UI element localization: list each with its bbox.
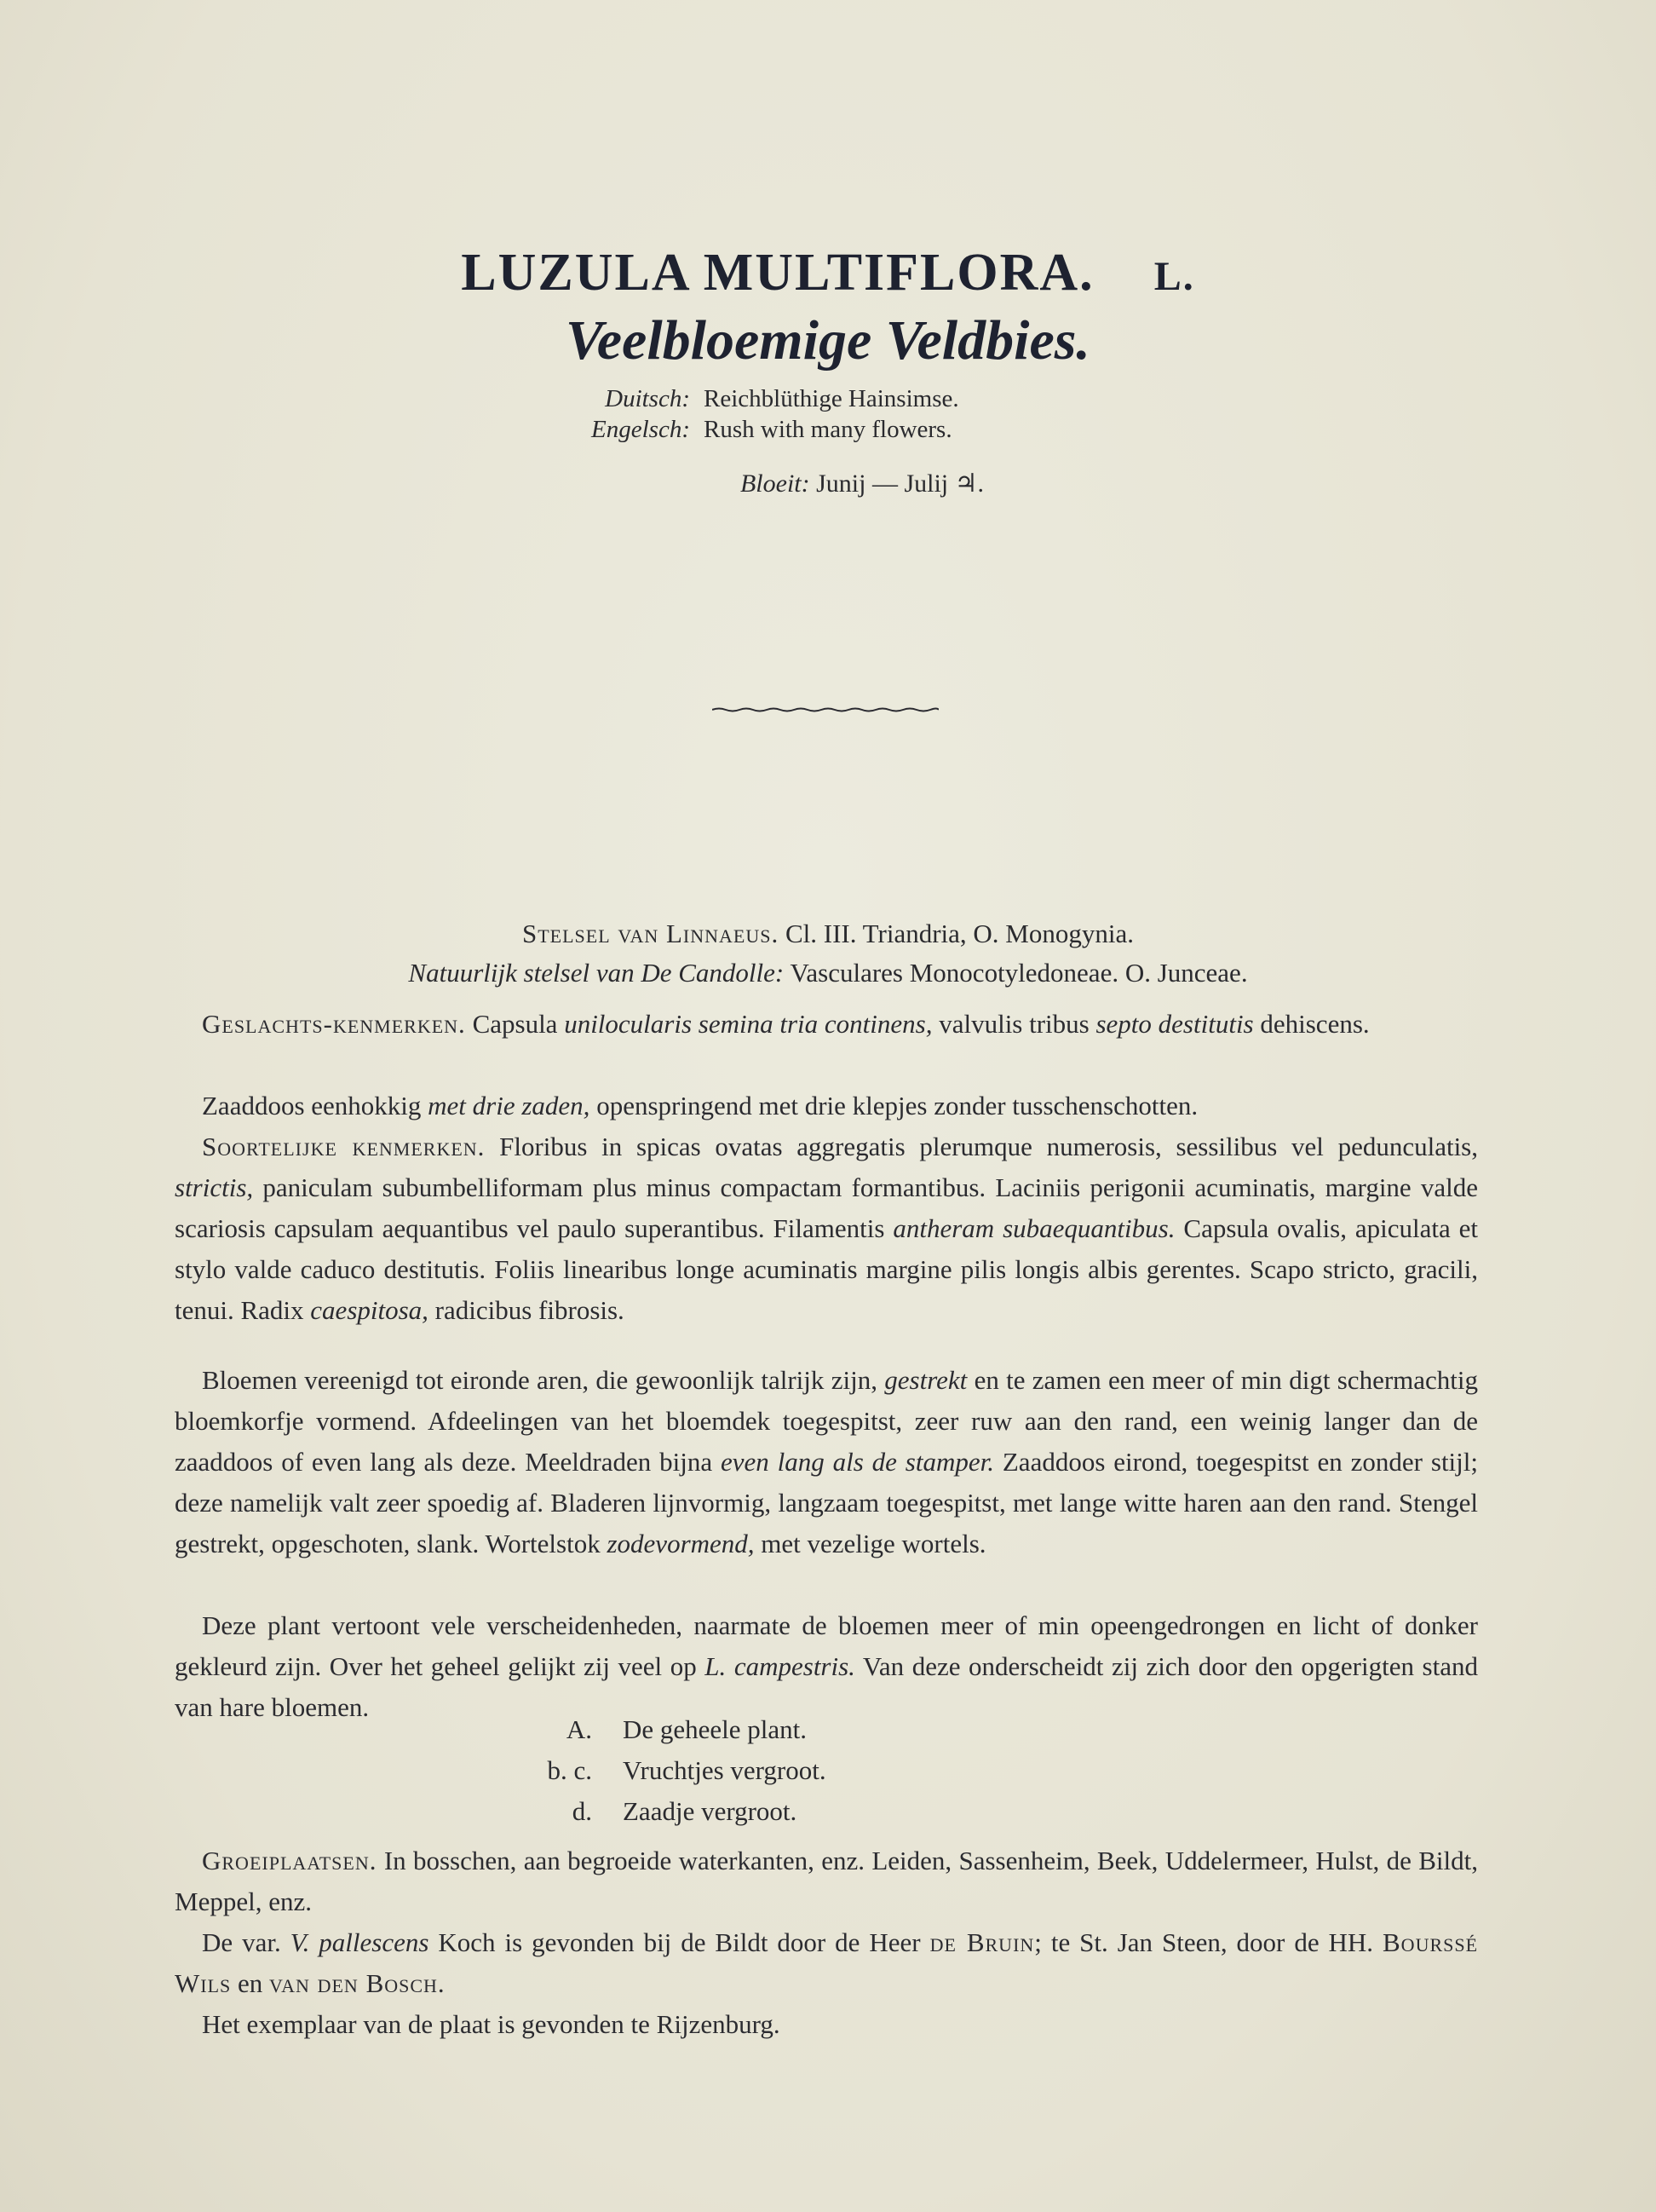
text-run: en: [238, 1968, 263, 1998]
text-run: Capsula: [472, 1009, 558, 1039]
text-run: met vezelige wortels.: [761, 1529, 986, 1558]
figure-legend-item: [524, 1755, 826, 1786]
species-label: Soortelijke kenmerken.: [202, 1132, 486, 1161]
text-run: valvulis tribus: [939, 1009, 1090, 1039]
text-run: Zaaddoos eenhokkig: [202, 1091, 422, 1120]
text-run: ; te St. Jan Steen, door de HH.: [1034, 1927, 1374, 1957]
text-run: strictis,: [175, 1172, 254, 1202]
text-run: openspringend met drie klepjes zonder tusschenschotten.: [596, 1091, 1199, 1120]
linnaeus-system: [0, 919, 1656, 949]
text-run: Deze plant vertoont vele verscheidenheden, naarmate de bloemen meer of min opeengedrongen en licht of donker gekleurd zijn. Over het geheel gelijkt zij veel op: [175, 1610, 1478, 1681]
figure-legend-item: [524, 1714, 807, 1745]
text-run: Van deze onderscheidt zij zich door den opgerigten stand van hare bloemen.: [175, 1651, 1478, 1722]
figure-text: De geheele plant.: [623, 1714, 808, 1744]
text-run: Floribus in spicas ovatas aggregatis plerumque numerosis, sessilibus vel pedunculatis,: [499, 1132, 1478, 1161]
text-run: caespitosa,: [310, 1295, 428, 1325]
linnaeus-value: Cl. III. Triandria, O. Monogynia.: [785, 919, 1134, 948]
species-characters: [175, 1126, 1478, 1331]
english-label: Engelsch:: [591, 416, 690, 443]
english-name: Rush with many flowers.: [704, 416, 952, 443]
latin-title: [0, 243, 1656, 303]
english-name-line: [562, 416, 1159, 444]
text-run: Koch is gevonden bij de Bildt door de Heer: [438, 1927, 921, 1957]
text-run: antheram subaequantibus.: [893, 1213, 1176, 1243]
localities: [175, 1840, 1478, 1922]
capsule-description: [175, 1086, 1478, 1126]
text-run: In bosschen, aan begroeide waterkanten, enz. Leiden, Sassenheim, Beek, Uddelermeer, Hulst, de Bildt, Meppel, enz.: [175, 1846, 1478, 1916]
candolle-label: Natuurlijk stelsel van De Candolle:: [408, 958, 785, 988]
text-run: De var.: [202, 1927, 281, 1957]
variation-description: [175, 1605, 1478, 1728]
text-run: unilocularis semina tria continens,: [564, 1009, 933, 1039]
text-run: V. pallescens: [290, 1927, 429, 1957]
flowering-label: Bloeit:: [739, 469, 810, 498]
candolle-system: [0, 958, 1656, 988]
variety-finding: [175, 1922, 1478, 2004]
text-run: radicibus fibrosis.: [434, 1295, 624, 1325]
text-run: even lang als de stamper.: [721, 1447, 994, 1477]
text-run: Bourssé Wils: [175, 1927, 1479, 1998]
localities-label: Groeiplaatsen.: [202, 1846, 377, 1875]
genus-label: Geslachts-kenmerken.: [202, 1009, 466, 1039]
author-abbrev: L.: [1153, 254, 1195, 299]
text-run: L. campestris.: [704, 1651, 855, 1681]
german-name: Reichblüthige Hainsimse.: [704, 385, 959, 412]
flowering-value: Junij — Julij ♃.: [816, 469, 985, 498]
text-run: gestrekt: [884, 1365, 968, 1395]
candolle-value: Vasculares Monocotyledoneae. O. Junceae.: [790, 958, 1248, 988]
text-run: Capsula ovalis, apiculata et stylo valde caduco destitutis. Foliis linearibus longe acuminatis margine pilis longis albis gerentes. Scapo stricto, gracili, tenui. Radix: [175, 1213, 1479, 1325]
text-run: dehiscens.: [1260, 1009, 1370, 1039]
flowering-line: [0, 469, 1656, 498]
linnaeus-label: Stelsel van Linnaeus.: [522, 919, 779, 948]
text-run: de Bruin: [929, 1927, 1035, 1957]
text-run: Bloemen vereenigd tot eironde aren, die gewoonlijk talrijk zijn,: [202, 1365, 877, 1395]
german-name-line: [562, 385, 1159, 413]
figure-text: Vruchtjes vergroot.: [623, 1755, 826, 1785]
text-run: en te zamen een meer of min digt schermachtig bloemkorfje vormend. Afdeelingen van het bloemdek toegespitst, zeer ruw aan den rand, een weinig langer dan de zaaddoos of even lang als deze. Meeldraden bijna: [175, 1365, 1479, 1477]
text-run: zodevormend,: [607, 1529, 755, 1558]
text-run: septo destitutis: [1095, 1009, 1254, 1039]
text-run: paniculam subumbelliformam plus minus compactam formantibus. Laciniis perigonii acuminatis, margine valde scariosis capsulam aequantibus vel paulo superantibus. Filamentis: [175, 1172, 1479, 1243]
figure-key: b. c.: [547, 1755, 592, 1785]
figure-key: A.: [566, 1714, 592, 1744]
ornamental-rule: [712, 707, 939, 712]
flower-description: [175, 1360, 1478, 1564]
specimen-location: [175, 2004, 1478, 2045]
genus-characters: [175, 1004, 1478, 1045]
latin-name: LUZULA MULTIFLORA.: [461, 244, 1095, 302]
figure-key: d.: [572, 1796, 592, 1826]
text-run: Het exemplaar van de plaat is gevonden te Rijzenburg.: [202, 2009, 780, 2039]
dutch-name: Veelbloemige Veldbies.: [566, 309, 1090, 372]
text-run: van den Bosch.: [269, 1968, 446, 1998]
german-label: Duitsch:: [605, 385, 690, 412]
text-run: Zaaddoos eirond, toegespitst en zonder stijl; deze namelijk valt zeer spoedig af. Bladeren lijnvormig, langzaam toegespitst, met lange witte haren aan den rand. Stengel gestrekt, opgeschoten, slank. Wortelstok: [175, 1447, 1479, 1558]
figure-legend-item: [524, 1796, 796, 1827]
figure-text: Zaadje vergroot.: [623, 1796, 797, 1826]
text-run: met drie zaden,: [428, 1091, 590, 1120]
